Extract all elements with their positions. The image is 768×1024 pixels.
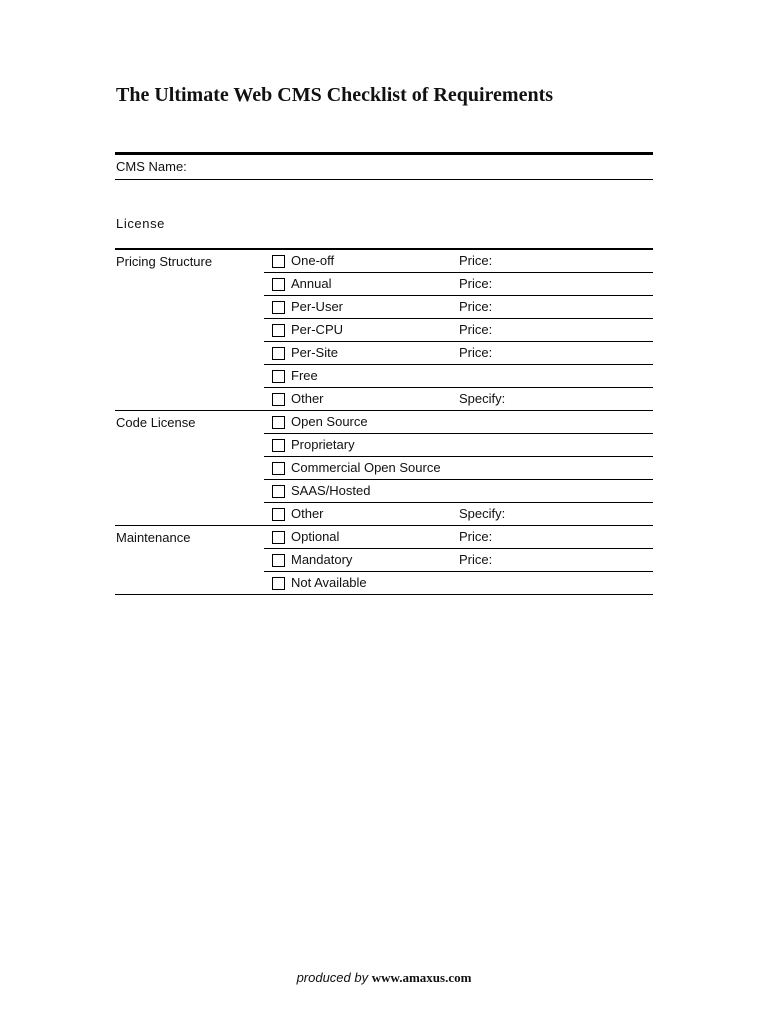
option-extra-label: Price: <box>459 552 493 567</box>
option-label: Other <box>291 506 324 521</box>
option-label: SAAS/Hosted <box>291 483 371 498</box>
footer-produced-by: produced by <box>296 970 369 985</box>
cms-name-row <box>115 152 653 180</box>
option-row <box>264 411 653 433</box>
checkbox[interactable] <box>272 554 285 567</box>
option-row <box>264 526 653 548</box>
option-extra-label: Price: <box>459 299 493 314</box>
option-row <box>264 295 653 318</box>
option-label: Annual <box>291 276 332 291</box>
option-label: Free <box>291 368 318 383</box>
checkbox[interactable] <box>272 278 285 291</box>
checkbox[interactable] <box>272 462 285 475</box>
table-bottom-rule <box>115 594 653 595</box>
option-label: Optional <box>291 529 340 544</box>
option-label: Commercial Open Source <box>291 460 441 475</box>
footer <box>0 970 768 986</box>
checklist-group <box>115 248 653 410</box>
option-row <box>264 571 653 594</box>
option-label: Mandatory <box>291 552 353 567</box>
option-label: Other <box>291 391 324 406</box>
checkbox[interactable] <box>272 393 285 406</box>
option-label: Per-User <box>291 299 344 314</box>
option-label: One-off <box>291 253 335 268</box>
section-heading-license: License <box>116 216 166 231</box>
cms-name-label: CMS Name: <box>116 159 187 174</box>
checkbox[interactable] <box>272 531 285 544</box>
checkbox[interactable] <box>272 416 285 429</box>
checkbox[interactable] <box>272 347 285 360</box>
checkbox[interactable] <box>272 324 285 337</box>
option-label: Per-CPU <box>291 322 344 337</box>
option-extra-label: Price: <box>459 529 493 544</box>
checkbox[interactable] <box>272 577 285 590</box>
option-row <box>264 502 653 525</box>
checkbox[interactable] <box>272 301 285 314</box>
checkbox[interactable] <box>272 508 285 521</box>
option-label: Per-Site <box>291 345 338 360</box>
option-label: Open Source <box>291 414 368 429</box>
option-extra-label: Price: <box>459 345 493 360</box>
option-row <box>264 364 653 387</box>
option-extra-label: Price: <box>459 322 493 337</box>
option-row <box>264 456 653 479</box>
option-row <box>264 548 653 571</box>
option-row <box>264 479 653 502</box>
option-extra-label: Specify: <box>459 391 506 406</box>
checkbox[interactable] <box>272 439 285 452</box>
footer-site: www.amaxus.com <box>371 970 472 985</box>
option-row <box>264 250 653 272</box>
group-label: Code License <box>116 415 196 430</box>
checkbox[interactable] <box>272 255 285 268</box>
option-label: Not Available <box>291 575 367 590</box>
option-extra-label: Specify: <box>459 506 506 521</box>
checklist-group <box>115 410 653 525</box>
checkbox[interactable] <box>272 485 285 498</box>
checklist-table <box>115 248 653 595</box>
checkbox[interactable] <box>272 370 285 383</box>
checklist-group <box>115 525 653 594</box>
option-extra-label: Price: <box>459 276 493 291</box>
group-label: Maintenance <box>116 530 191 545</box>
option-row <box>264 387 653 410</box>
option-row <box>264 433 653 456</box>
option-label: Proprietary <box>291 437 355 452</box>
option-row <box>264 272 653 295</box>
option-extra-label: Price: <box>459 253 493 268</box>
page-title: The Ultimate Web CMS Checklist of Requirements <box>116 84 554 106</box>
group-label: Pricing Structure <box>116 254 213 269</box>
option-row <box>264 341 653 364</box>
option-row <box>264 318 653 341</box>
